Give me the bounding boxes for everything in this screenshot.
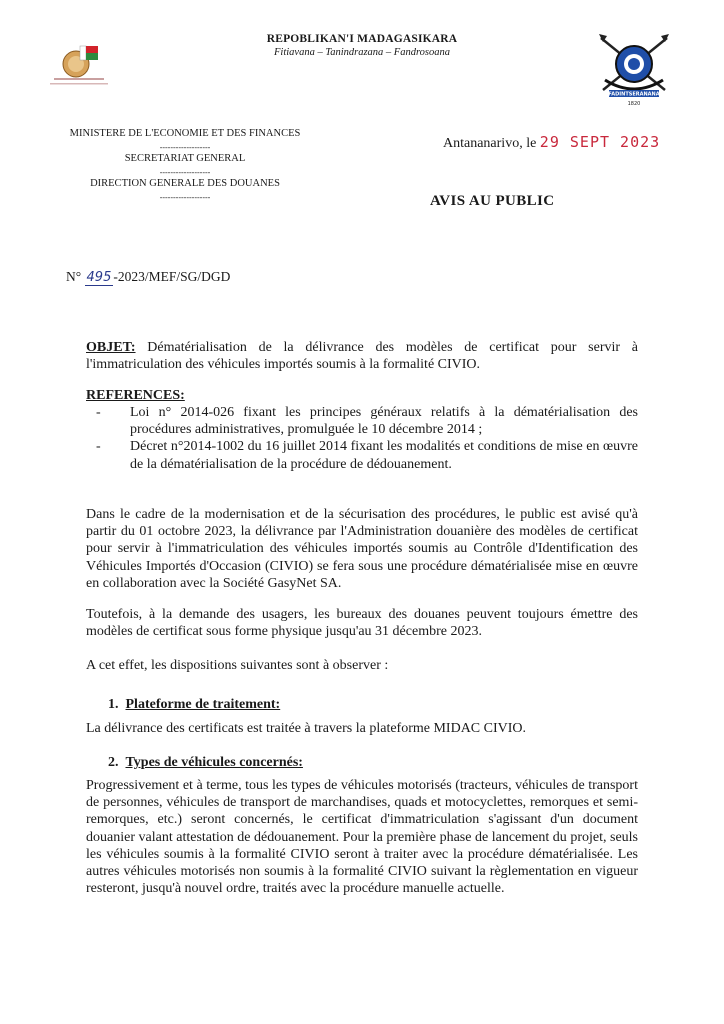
references-list: [96, 404, 638, 473]
section-1-text: La délivrance des certificats est traitée à travers la plateforme MIDAC CIVIO.: [86, 721, 527, 736]
customs-emblem-year: 1820: [627, 101, 641, 107]
list-item: - Décret n°2014-1002 du 16 juillet 2014 fixant les modalités et conditions de mise en œuvre de la dématérialisation de la procédure de dédouanement.: [96, 439, 638, 472]
body-paragraph-2: Toutefois, à la demande des usagers, les bureaux des douanes peuvent toujours émettre des modèles de certificat sous forme physique jusqu'au 31 décembre 2023.: [86, 607, 638, 640]
ministry-divider-1: -------------------: [159, 143, 211, 152]
section-1-title: 1. Plateforme de traitement:: [108, 697, 281, 712]
section-2-title: 2. Types de véhicules concernés:: [108, 755, 303, 770]
customs-emblem-icon: [595, 30, 673, 110]
secretariat-name: SECRETARIAT GENERAL: [124, 153, 246, 164]
list-item: - Loi n° 2014-026 fixant les principes généraux relatifs à la dématérialisation des procédures administratives, promulguée le 10 décembre 2014 ;: [96, 405, 638, 438]
references-label: REFERENCES:: [86, 388, 185, 403]
ministry-name: MINISTERE DE L'ECONOMIE ET DES FINANCES: [69, 128, 301, 139]
directorate-name: DIRECTION GENERALE DES DOUANES: [90, 178, 280, 189]
date-stamp: 29 SEPT 2023: [539, 133, 661, 151]
document-title: AVIS AU PUBLIC: [430, 193, 555, 209]
section-2-text: Progressivement et à terme, tous les types de véhicules motorisés (tracteurs, véhicules de transport de personnes, véhicules de transport de marchandises, quads et motocyclettes, remorques et semi-remorques, etc.) seront concernés, le certificat d'immatriculation s'agissant d'un document douanier valant attestation de dédouanement. Pour la première phase de lancement du projet, seuls les véhicules soumis à la formalité CIVIO seront à traiter avec la procédure dématérialisée. Les autres véhicules motorisés non soumis à la formalité CIVIO suivant la règlementation en vigueur resteront, jusqu'à nouvel ordre, traités avec la procédure manuelle actuelle.: [86, 778, 638, 897]
ministry-divider-3: -------------------: [159, 193, 211, 202]
national-motto: Fitiavana – Tanindrazana – Fandrosoana: [274, 47, 450, 58]
reference-item-law: Loi n° 2014-026 fixant les principes généraux relatifs à la dématérialisation des procédures administratives, promulguée le 10 décembre 2014 ;: [130, 405, 638, 438]
republic-heading: REPOBLIKAN'I MADAGASIKARA: [266, 33, 458, 45]
reference-prefix: N°: [66, 269, 82, 284]
body-paragraph-1: Dans le cadre de la modernisation et de la sécurisation des procédures, le public est avisé qu'à partir du 01 octobre 2023, la délivrance par l'Administration douanière des modèles de certificat pour servir à l'immatriculation des véhicules importés soumis au Contrôle d'Identification des Véhicules Importés d'Occasion (CIVIO) se fera sous une procédure dématérialisée mise en œuvre en collaboration avec la Société GasyNet SA.: [86, 507, 638, 591]
customs-emblem-caption: FADINTSERANANA: [608, 91, 660, 98]
place-label: Antananarivo, le: [443, 136, 537, 151]
ministry-divider-2: -------------------: [159, 168, 211, 177]
body-paragraph-3: A cet effet, les dispositions suivantes sont à observer :: [86, 658, 389, 673]
reference-item-decree: Décret n°2014-1002 du 16 juillet 2014 fixant les modalités et conditions de mise en œuvre de la dématérialisation de la procédure de dédouanement.: [130, 439, 638, 472]
place-date: [443, 133, 660, 152]
reference-handwritten-number: 495: [86, 270, 112, 285]
reference-number: [66, 269, 230, 285]
objet-label: OBJET:: [86, 340, 136, 355]
reference-suffix: -2023/MEF/SG/DGD: [113, 269, 231, 284]
objet-paragraph: [86, 339, 638, 373]
ministry-emblem-icon: [46, 40, 116, 90]
objet-text: Dématérialisation de la délivrance des modèles de certificat pour servir à l'immatriculation des véhicules importés soumis à la formalité CIVIO.: [86, 340, 639, 373]
